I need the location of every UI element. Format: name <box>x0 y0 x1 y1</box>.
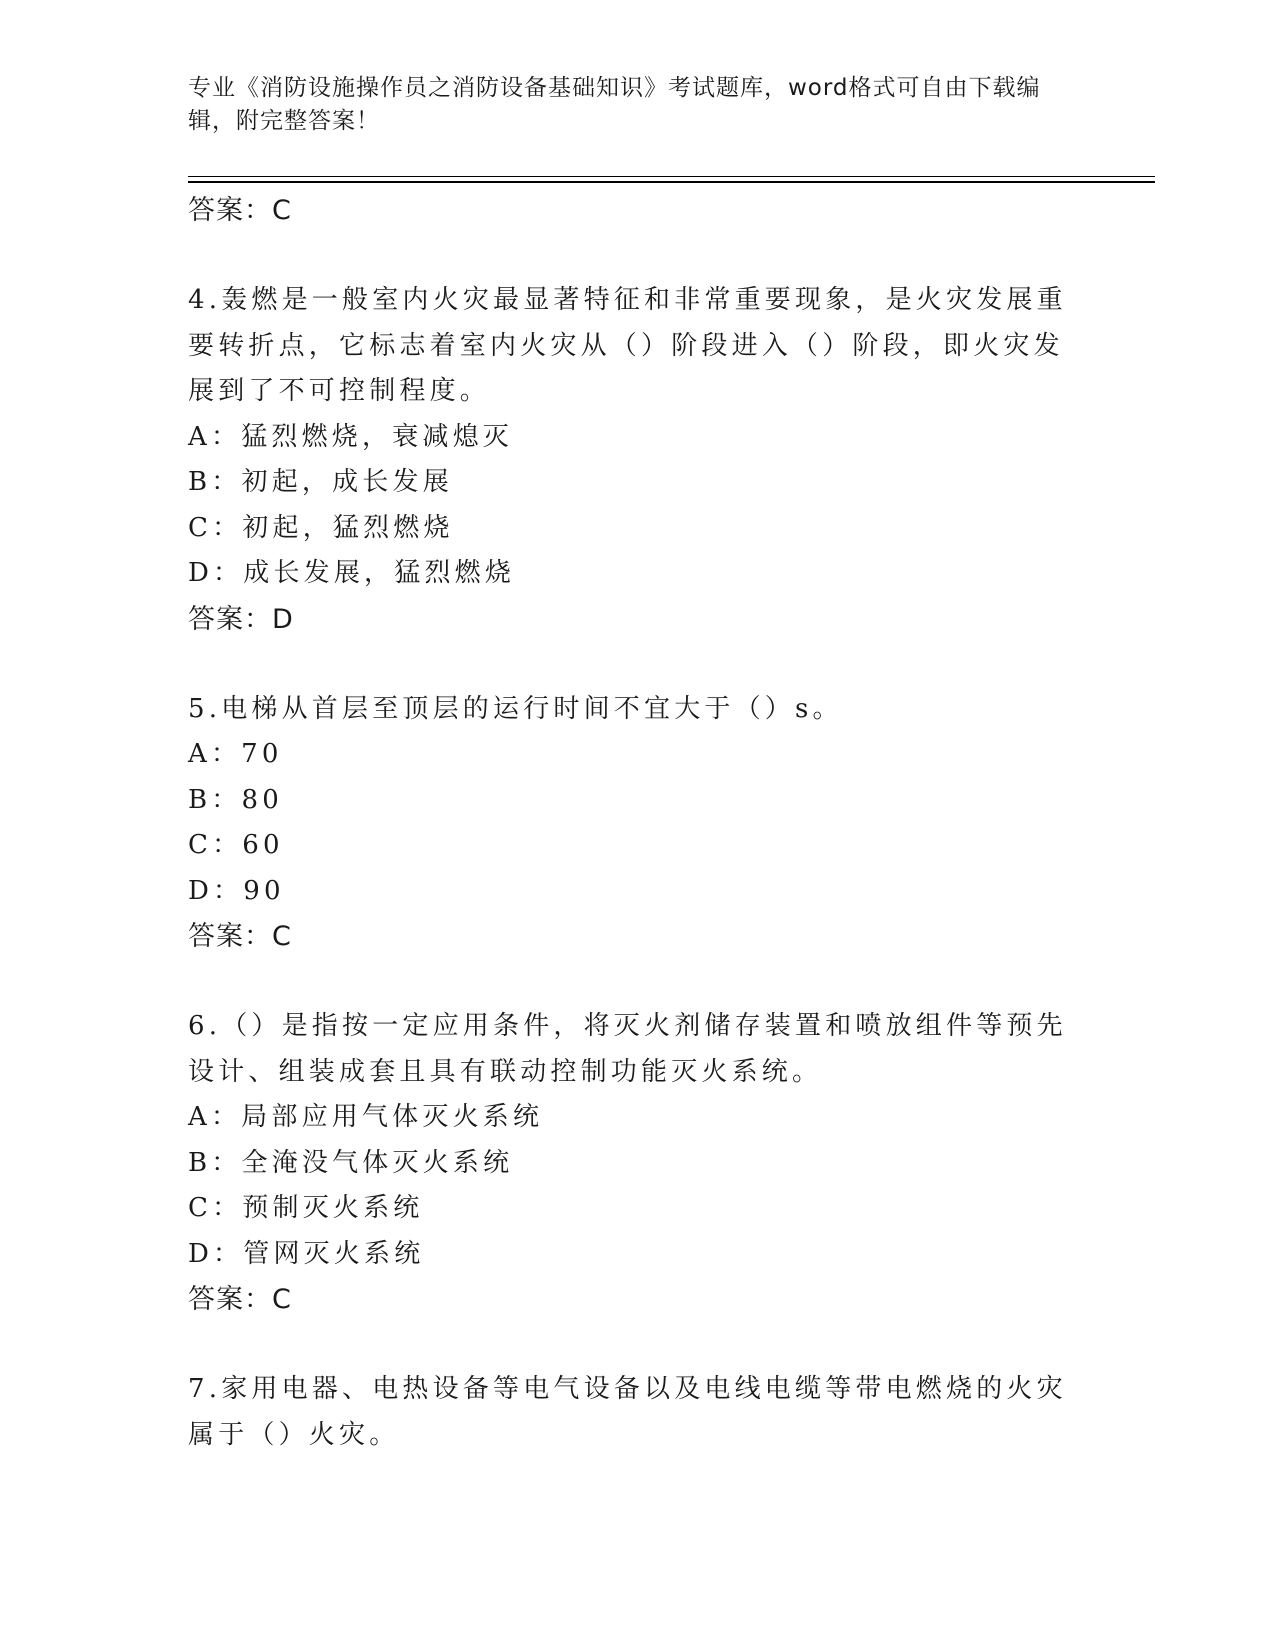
question-stem: 7.家用电器、电热设备等电气设备以及电线电缆等带电燃烧的火灾属于（）火灾。 <box>188 1374 1067 1450</box>
question-4 <box>188 278 1088 643</box>
option-d: D：管网灭火系统 <box>188 1238 425 1269</box>
answer-line: 答案：C <box>188 1284 292 1315</box>
answer-line: 答案：D <box>188 603 294 635</box>
option-c: C：预制灭火系统 <box>188 1193 424 1223</box>
option-c: C：60 <box>188 830 284 860</box>
question-stem: 5.电梯从首层至顶层的运行时间不宜大于（）s。 <box>188 693 843 724</box>
document-header: 专业《消防设施操作员之消防设备基础知识》考试题库，word格式可自由下载编辑，附完整答案！ <box>188 75 1041 134</box>
option-c: C：初起，猛烈燃烧 <box>188 512 454 543</box>
question-7 <box>188 1367 1088 1458</box>
option-b: B：80 <box>188 784 283 815</box>
answer-line: 答案：C <box>188 921 292 952</box>
option-d: D：成长发展，猛烈燃烧 <box>188 558 516 588</box>
question-6 <box>188 1004 1088 1323</box>
question-5 <box>188 687 1088 961</box>
header-rule-thick <box>188 181 1155 183</box>
header-rule-thin <box>188 176 1155 177</box>
option-b: B：初起，成长发展 <box>188 467 453 497</box>
option-a: A：70 <box>188 739 283 769</box>
option-b: B：全淹没气体灭火系统 <box>188 1147 514 1178</box>
document-body <box>188 188 1088 1458</box>
question-stem: 6.（）是指按一定应用条件，将灭火剂储存装置和喷放组件等预先设计、组装成套且具有联动控制功能灭火系统。 <box>188 1011 1067 1087</box>
option-a: A：局部应用气体灭火系统 <box>188 1102 544 1132</box>
option-d: D：90 <box>188 875 285 906</box>
question-stem: 4.轰燃是一般室内火灾最显著特征和非常重要现象，是火灾发展重要转折点，它标志着室内火灾从（）阶段进入（）阶段，即火灾发展到了不可控制程度。 <box>188 285 1067 406</box>
answer-line: 答案：C <box>188 195 292 226</box>
option-a: A：猛烈燃烧，衰减熄灭 <box>188 421 513 452</box>
